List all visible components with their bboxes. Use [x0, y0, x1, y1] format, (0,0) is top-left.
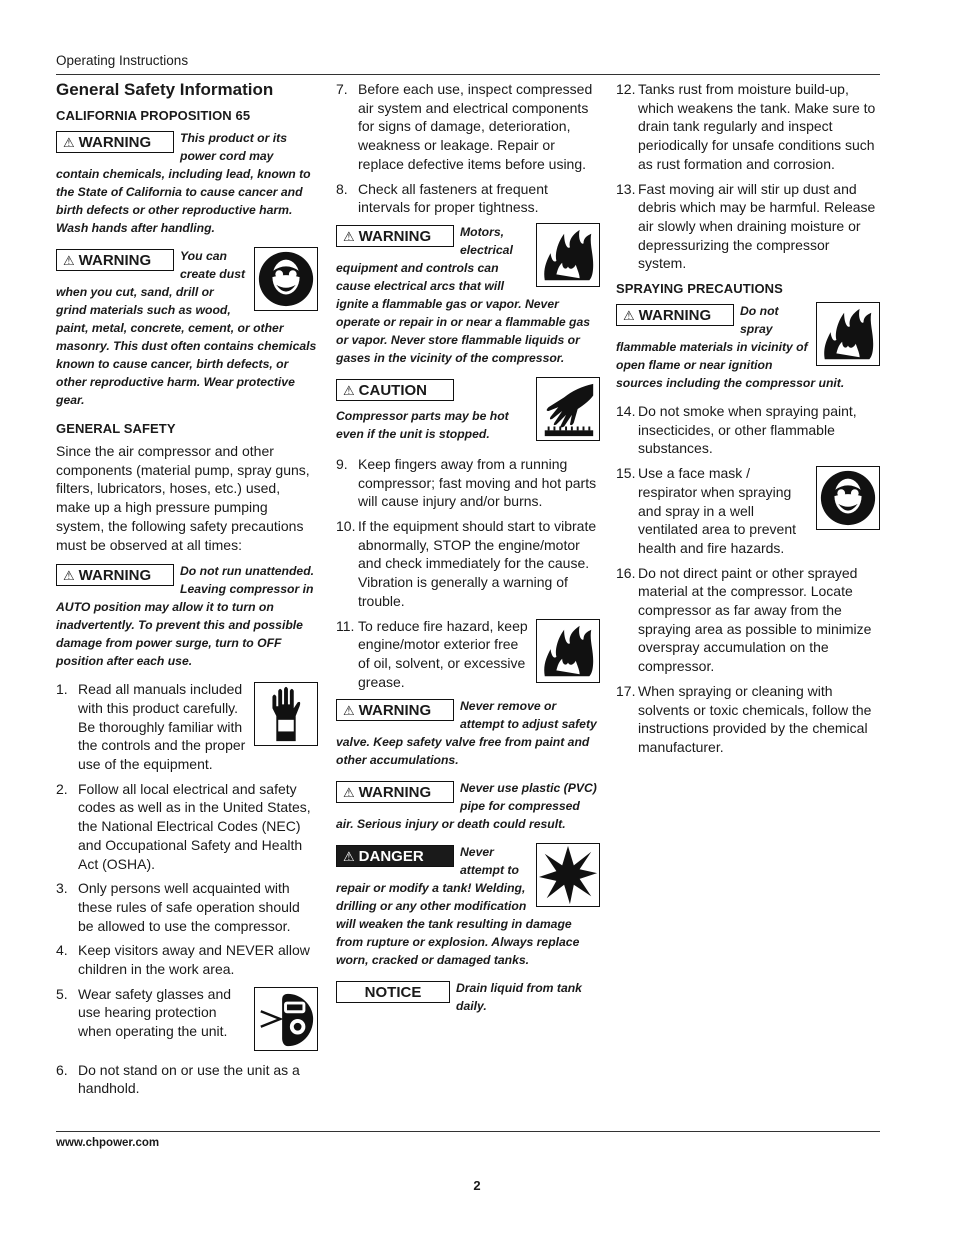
list-item: 3. Only persons well acquainted with these rules of safe operation should be allowed to use the compressor. — [56, 880, 300, 934]
warning-triangle-icon: ⚠ — [343, 849, 355, 865]
prop65-warning-1 — [56, 129, 318, 237]
safety-list-4 — [616, 80, 880, 273]
column-1 — [56, 80, 318, 1104]
general-safety-intro: Since the air compressor and other components (material pump, spray guns, filters, lubricators, hoses, etc.) used, make up a high pressure pumping system, the following safety precautions must be observed at all times: — [56, 443, 310, 553]
warning-triangle-icon: ⚠ — [623, 308, 635, 324]
respirator-mask-icon — [254, 247, 318, 311]
auto-warning — [56, 562, 318, 670]
list-item: 4. Keep visitors away and NEVER allow children in the work area. — [56, 942, 310, 978]
page-number: 2 — [473, 1178, 481, 1193]
notice-text: Drain liquid from tank daily. — [456, 981, 582, 1014]
footer-url[interactable]: www.chpower.com — [56, 1137, 160, 1149]
safety-list-1 — [56, 680, 318, 1098]
safety-valve-warning — [336, 697, 600, 769]
list-item: 16. Do not direct paint or other sprayed material at the compressor. Locate compressor as far away from the spraying area as possible to minimize overspray accumulation on the compressor. — [616, 564, 872, 675]
list-item: 2. Follow all local electrical and safety codes as well as in the United States, the National Electrical Codes (NEC) and Occupational Safety and Health Act (OSHA). — [56, 780, 311, 872]
list-item: 11. To reduce fire hazard, keep engine/motor exterior free of oil, solvent, or excessive grease. — [336, 617, 600, 692]
list-item: 15. Use a face mask / respirator when spraying and spray in a well ventilated area to prevent health and fire hazards. — [616, 464, 880, 558]
drain-notice — [336, 979, 600, 1015]
list-item: 5. Wear safety glasses and use hearing protection when operating the unit. — [56, 985, 318, 1055]
flame-icon — [536, 619, 600, 683]
read-manual-icon — [254, 682, 318, 746]
footer-rule — [56, 1131, 880, 1132]
warning-label: ⚠ WARNING — [56, 249, 174, 271]
safety-list-5 — [616, 402, 880, 757]
caution-text: Compressor parts may be hot even if the unit is stopped. — [336, 408, 509, 441]
hot-surface-icon — [536, 377, 600, 441]
spray-warning — [616, 302, 880, 392]
warning-label: ⚠ WARNING — [336, 781, 454, 803]
explosion-icon — [536, 843, 600, 907]
warning-label: ⚠ WARNING — [56, 564, 174, 586]
danger-label: ⚠ DANGER — [336, 845, 454, 867]
list-item: 8. Check all fasteners at frequent intervals for proper tightness. — [336, 180, 548, 216]
warning-triangle-icon: ⚠ — [63, 135, 75, 150]
warning-label: ⚠ WARNING — [336, 225, 454, 247]
danger-text: Never attempt to repair or modify a tank! Welding, drilling or any other modification will weaken the tank resulting in damage from rupture or explosion. Always replace worn, cracked or damaged tanks. — [336, 845, 580, 968]
list-item: 13. Fast moving air will stir up dust and debris which may be harmful. Release air slowly when draining moisture or depressurizing the compressor system. — [616, 180, 876, 272]
warning-label: ⚠ WARNING — [336, 699, 454, 721]
tank-danger — [336, 843, 600, 969]
warning-triangle-icon: ⚠ — [343, 785, 355, 801]
notice-label: NOTICE — [336, 981, 450, 1003]
list-item: 9. Keep fingers away from a running compressor; fast moving and hot parts will cause injury and/or burns. — [336, 455, 597, 510]
warning-triangle-icon: ⚠ — [343, 228, 355, 244]
respirator-mask-icon — [816, 466, 880, 530]
warning-text: You can create dust when you cut, sand, drill or grind materials such as wood, paint, metal, concrete, cement, or other masonry. This dust often contains chemicals known to cause cancer, birth defects, or other reproductive harm. Wear protective gear. — [56, 249, 317, 407]
list-item: 14. Do not smoke when spraying paint, insecticides, or other flammable substances. — [616, 403, 857, 457]
warning-triangle-icon: ⚠ — [343, 382, 355, 398]
header-rule — [56, 74, 880, 75]
list-item: 1. Read all manuals included with this product carefully. Be thoroughly familiar with the controls and the proper use of the equipment. — [56, 680, 318, 774]
warning-triangle-icon: ⚠ — [343, 703, 355, 719]
warning-label: ⚠ WARNING — [56, 131, 174, 153]
warning-text: Never remove or attempt to adjust safety valve. Keep safety valve free from paint and other accumulations. — [336, 699, 597, 768]
safety-list-2 — [336, 80, 600, 217]
page-title: General Safety Information — [56, 80, 274, 99]
spraying-precautions-heading: SPRAYING PRECAUTIONS — [616, 281, 783, 297]
warning-triangle-icon: ⚠ — [63, 568, 75, 584]
flame-icon — [816, 302, 880, 366]
list-item: 17. When spraying or cleaning with solvents or toxic chemicals, follow the instructions provided by the chemical manufacturer. — [616, 682, 872, 755]
warning-text: Do not spray flammable materials in vicinity of open flame or near ignition sources including the compressor unit. — [616, 304, 845, 391]
warning-text: Do not run unattended. Leaving compressor in AUTO position may allow it to turn on inadvertently. To prevent this and possible damage from power surge, turn to OFF position after each use. — [56, 564, 315, 669]
pvc-warning — [336, 779, 600, 833]
prop65-heading: CALIFORNIA PROPOSITION 65 — [56, 108, 251, 123]
list-item: 6. Do not stand on or use the unit as a handhold. — [56, 1061, 300, 1097]
electrical-warning — [336, 223, 600, 367]
safety-list-3 — [336, 455, 600, 691]
flame-icon — [536, 223, 600, 287]
list-item: 10. If the equipment should start to vibrate abnormally, STOP the engine/motor and check immediately for the cause. Vibration is generally a warning of trouble. — [336, 518, 597, 609]
warning-label: ⚠ WARNING — [616, 304, 734, 326]
caution-label: ⚠ CAUTION — [336, 379, 454, 401]
list-item: 12. Tanks rust from moisture build-up, which weakens the tank. Make sure to drain tank regularly and inspect periodically for unsafe conditions such as rust formation and corrosion. — [616, 81, 876, 172]
column-2 — [336, 80, 600, 1025]
column-3 — [616, 80, 880, 763]
warning-triangle-icon: ⚠ — [63, 253, 75, 268]
hot-parts-caution — [336, 377, 600, 445]
prop65-warning-2 — [56, 247, 318, 409]
warning-text: Motors, electrical equipment and controls can cause electrical arcs that will ignite a flammable gas or vapor. Never operate or repair in or near a flammable gas or vapor. Never store flammable liquids or gases in the vicinity of the compressor. — [336, 224, 590, 365]
general-safety-heading: GENERAL SAFETY — [56, 421, 176, 436]
warning-text: This product or its power cord may contain chemicals, including lead, known to the State of California to cause cancer and birth defects or other reproductive harm. Wash hands after handling. — [56, 131, 311, 235]
warning-text: Never use plastic (PVC) pipe for compressed air. Serious injury or death could result. — [336, 781, 597, 832]
eye-ear-protection-icon — [254, 987, 318, 1051]
list-item: 7. Before each use, inspect compressed air system and electrical components for signs of damage, deterioration, weakness or leakage. Repair or replace defective items before using. — [336, 81, 593, 172]
page-header: Operating Instructions — [56, 53, 189, 68]
